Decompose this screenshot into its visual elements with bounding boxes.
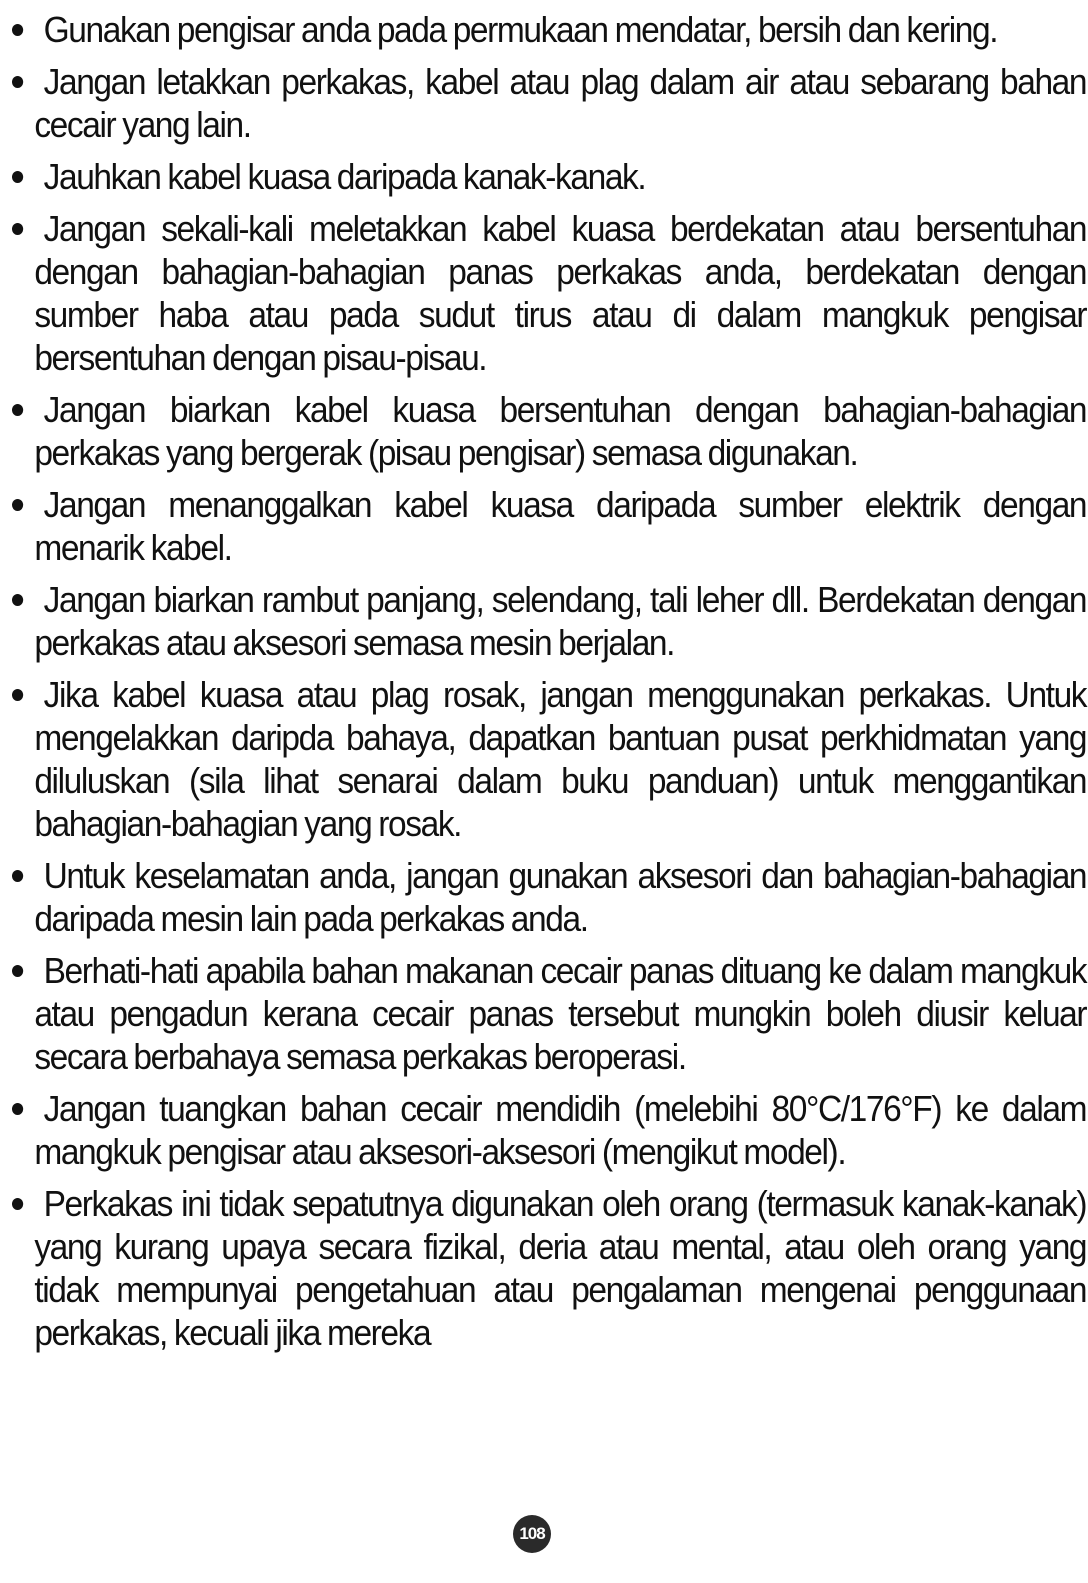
instruction-text: Gunakan pengisar anda pada permukaan mendatar, bersih dan kering. <box>43 9 998 50</box>
bullet-icon <box>12 223 23 235</box>
instruction-text: Berhati-hati apabila bahan makanan cecair panas dituang ke dalam mangkuk atau pengadun kerana cecair panas tersebut mungkin boleh diusir keluar secara berbahaya semasa perkakas beroperasi. <box>34 950 1087 1077</box>
bullet-icon <box>12 76 23 88</box>
instruction-text: Jangan letakkan perkakas, kabel atau plag dalam air atau sebarang bahan cecair yang lain. <box>34 61 1087 145</box>
instruction-text: Jangan tuangkan bahan cecair mendidih (melebihi 80°C/176°F) ke dalam mangkuk pengisar atau aksesori-aksesori (mengikut model). <box>34 1088 1087 1172</box>
list-item <box>12 483 1086 569</box>
list-item <box>12 8 1086 51</box>
list-item <box>12 673 1086 845</box>
instruction-text: Jauhkan kabel kuasa daripada kanak-kanak. <box>43 156 646 197</box>
bullet-icon <box>12 1198 23 1210</box>
list-item <box>12 155 1086 198</box>
instruction-text: Untuk keselamatan anda, jangan gunakan aksesori dan bahagian-bahagian daripada mesin lain pada perkakas anda. <box>34 855 1087 939</box>
instruction-text: Jangan biarkan rambut panjang, selendang, tali leher dll. Berdekatan dengan perkakas atau aksesori semasa mesin berjalan. <box>34 579 1087 663</box>
list-item <box>12 207 1086 379</box>
instruction-text: Jika kabel kuasa atau plag rosak, jangan menggunakan perkakas. Untuk mengelakkan daripda bahaya, dapatkan bantuan pusat perkhidmatan yang diluluskan (sila lihat senarai dalam buku panduan) untuk menggantikan bahagian-bahagian yang rosak. <box>34 674 1087 844</box>
bullet-icon <box>12 404 23 416</box>
instruction-text: Jangan biarkan kabel kuasa bersentuhan dengan bahagian-bahagian perkakas yang bergerak (pisau pengisar) semasa digunakan. <box>34 389 1087 473</box>
bullet-icon <box>12 171 23 183</box>
bullet-icon <box>12 870 23 882</box>
list-item <box>12 949 1086 1078</box>
instruction-text: Jangan menanggalkan kabel kuasa daripada sumber elektrik dengan menarik kabel. <box>34 484 1087 568</box>
bullet-icon <box>12 689 23 701</box>
bullet-icon <box>12 499 23 511</box>
bullet-icon <box>12 965 23 977</box>
list-item <box>12 1182 1086 1354</box>
bullet-icon <box>12 1103 23 1115</box>
list-item <box>12 388 1086 474</box>
list-item <box>12 1087 1086 1173</box>
list-item <box>12 578 1086 664</box>
list-item <box>12 854 1086 940</box>
bullet-icon <box>12 594 23 606</box>
instruction-text: Perkakas ini tidak sepatutnya digunakan oleh orang (termasuk kanak-kanak) yang kurang upaya secara fizikal, deria atau mental, atau oleh orang yang tidak mempunyai pengetahuan atau pengalaman mengenai penggunaan perkakas, kecuali jika mereka <box>34 1183 1087 1353</box>
bullet-icon <box>12 24 23 36</box>
list-item <box>12 60 1086 146</box>
page-number-badge: 108 <box>513 1515 551 1553</box>
safety-instruction-list <box>12 8 1087 1354</box>
instruction-text: Jangan sekali-kali meletakkan kabel kuasa berdekatan atau bersentuhan dengan bahagian-bahagian panas perkakas anda, berdekatan dengan sumber haba atau pada sudut tirus atau di dalam mangkuk pengisar bersentuhan dengan pisau-pisau. <box>34 208 1087 378</box>
